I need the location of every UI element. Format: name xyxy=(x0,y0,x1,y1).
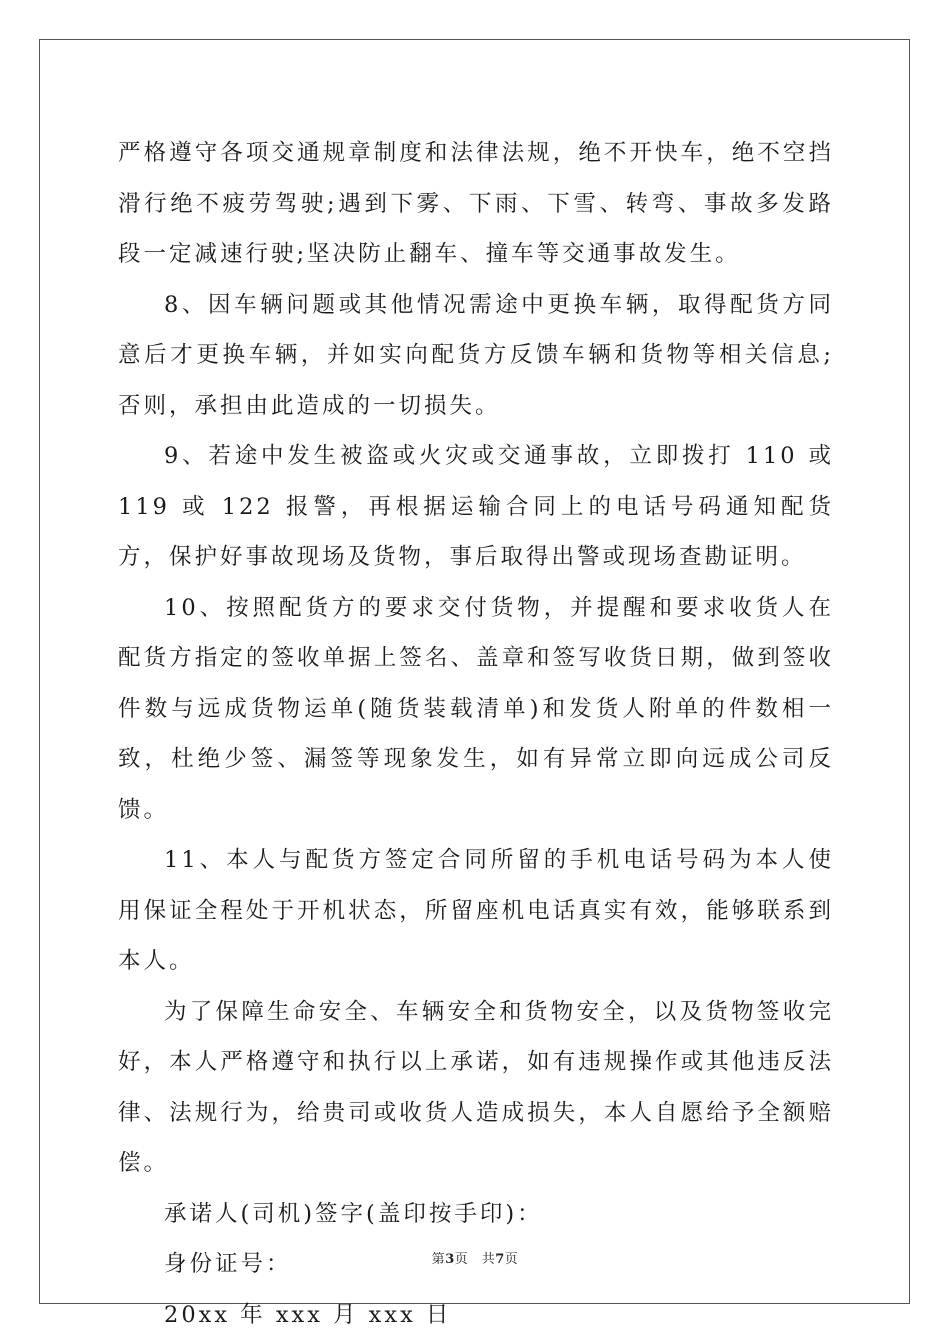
paragraph-item-8: 8、因车辆问题或其他情况需途中更换车辆，取得配货方同意后才更换车辆，并如实向配货方反馈车辆和货物等相关信息;否则，承担由此造成的一切损失。 xyxy=(118,291,834,419)
paragraph-commitment: 为了保障生命安全、车辆安全和货物安全，以及货物签收完好，本人严格遵守和执行以上承诺，如有违规操作或其他违反法律、法规行为，给贵司或收货人造成损失，本人自愿给予全额赔偿。 xyxy=(118,998,834,1176)
footer-mid: 页 共 xyxy=(454,1252,496,1267)
id-number-line: 身份证号： xyxy=(164,1251,292,1277)
date-line: 20xx 年 xxx 月 xxx 日 xyxy=(164,1301,452,1328)
footer-suffix: 页 xyxy=(504,1252,519,1267)
page-footer xyxy=(0,1248,950,1267)
document-body xyxy=(118,128,834,1340)
signature-line: 承诺人(司机)签字(盖印按手印)： xyxy=(164,1200,543,1227)
footer-total-pages: 7 xyxy=(495,1252,505,1267)
footer-prefix: 第 xyxy=(431,1252,446,1267)
paragraph-item-9: 9、若途中发生被盗或火灾或交通事故，立即拨打 110 或 119 或 122 报警，再根据运输合同上的电话号码通知配货方，保护好事故现场及货物，事后取得出警或现场查勘证明。 xyxy=(118,443,834,570)
paragraph-item-10: 10、按照配货方的要求交付货物，并提醒和要求收货人在配货方指定的签收单据上签名、盖章和签写收货日期，做到签收件数与远成货物运单(随货装载清单)和发货人附单的件数相一致，杜绝少签、漏签等现象发生，如有异常立即向远成公司反馈。 xyxy=(118,594,834,823)
footer-page-number: 3 xyxy=(445,1252,455,1267)
paragraph-item-11: 11、本人与配货方签定合同所留的手机电话号码为本人使用保证全程处于开机状态，所留座机电话真实有效，能够联系到本人。 xyxy=(118,847,834,974)
paragraph-traffic-rules: 严格遵守各项交通规章制度和法律法规，绝不开快车，绝不空挡滑行绝不疲劳驾驶;遇到下雾、下雨、下雪、转弯、事故多发路段一定减速行驶;坚决防止翻车、撞车等交通事故发生。 xyxy=(118,140,834,267)
